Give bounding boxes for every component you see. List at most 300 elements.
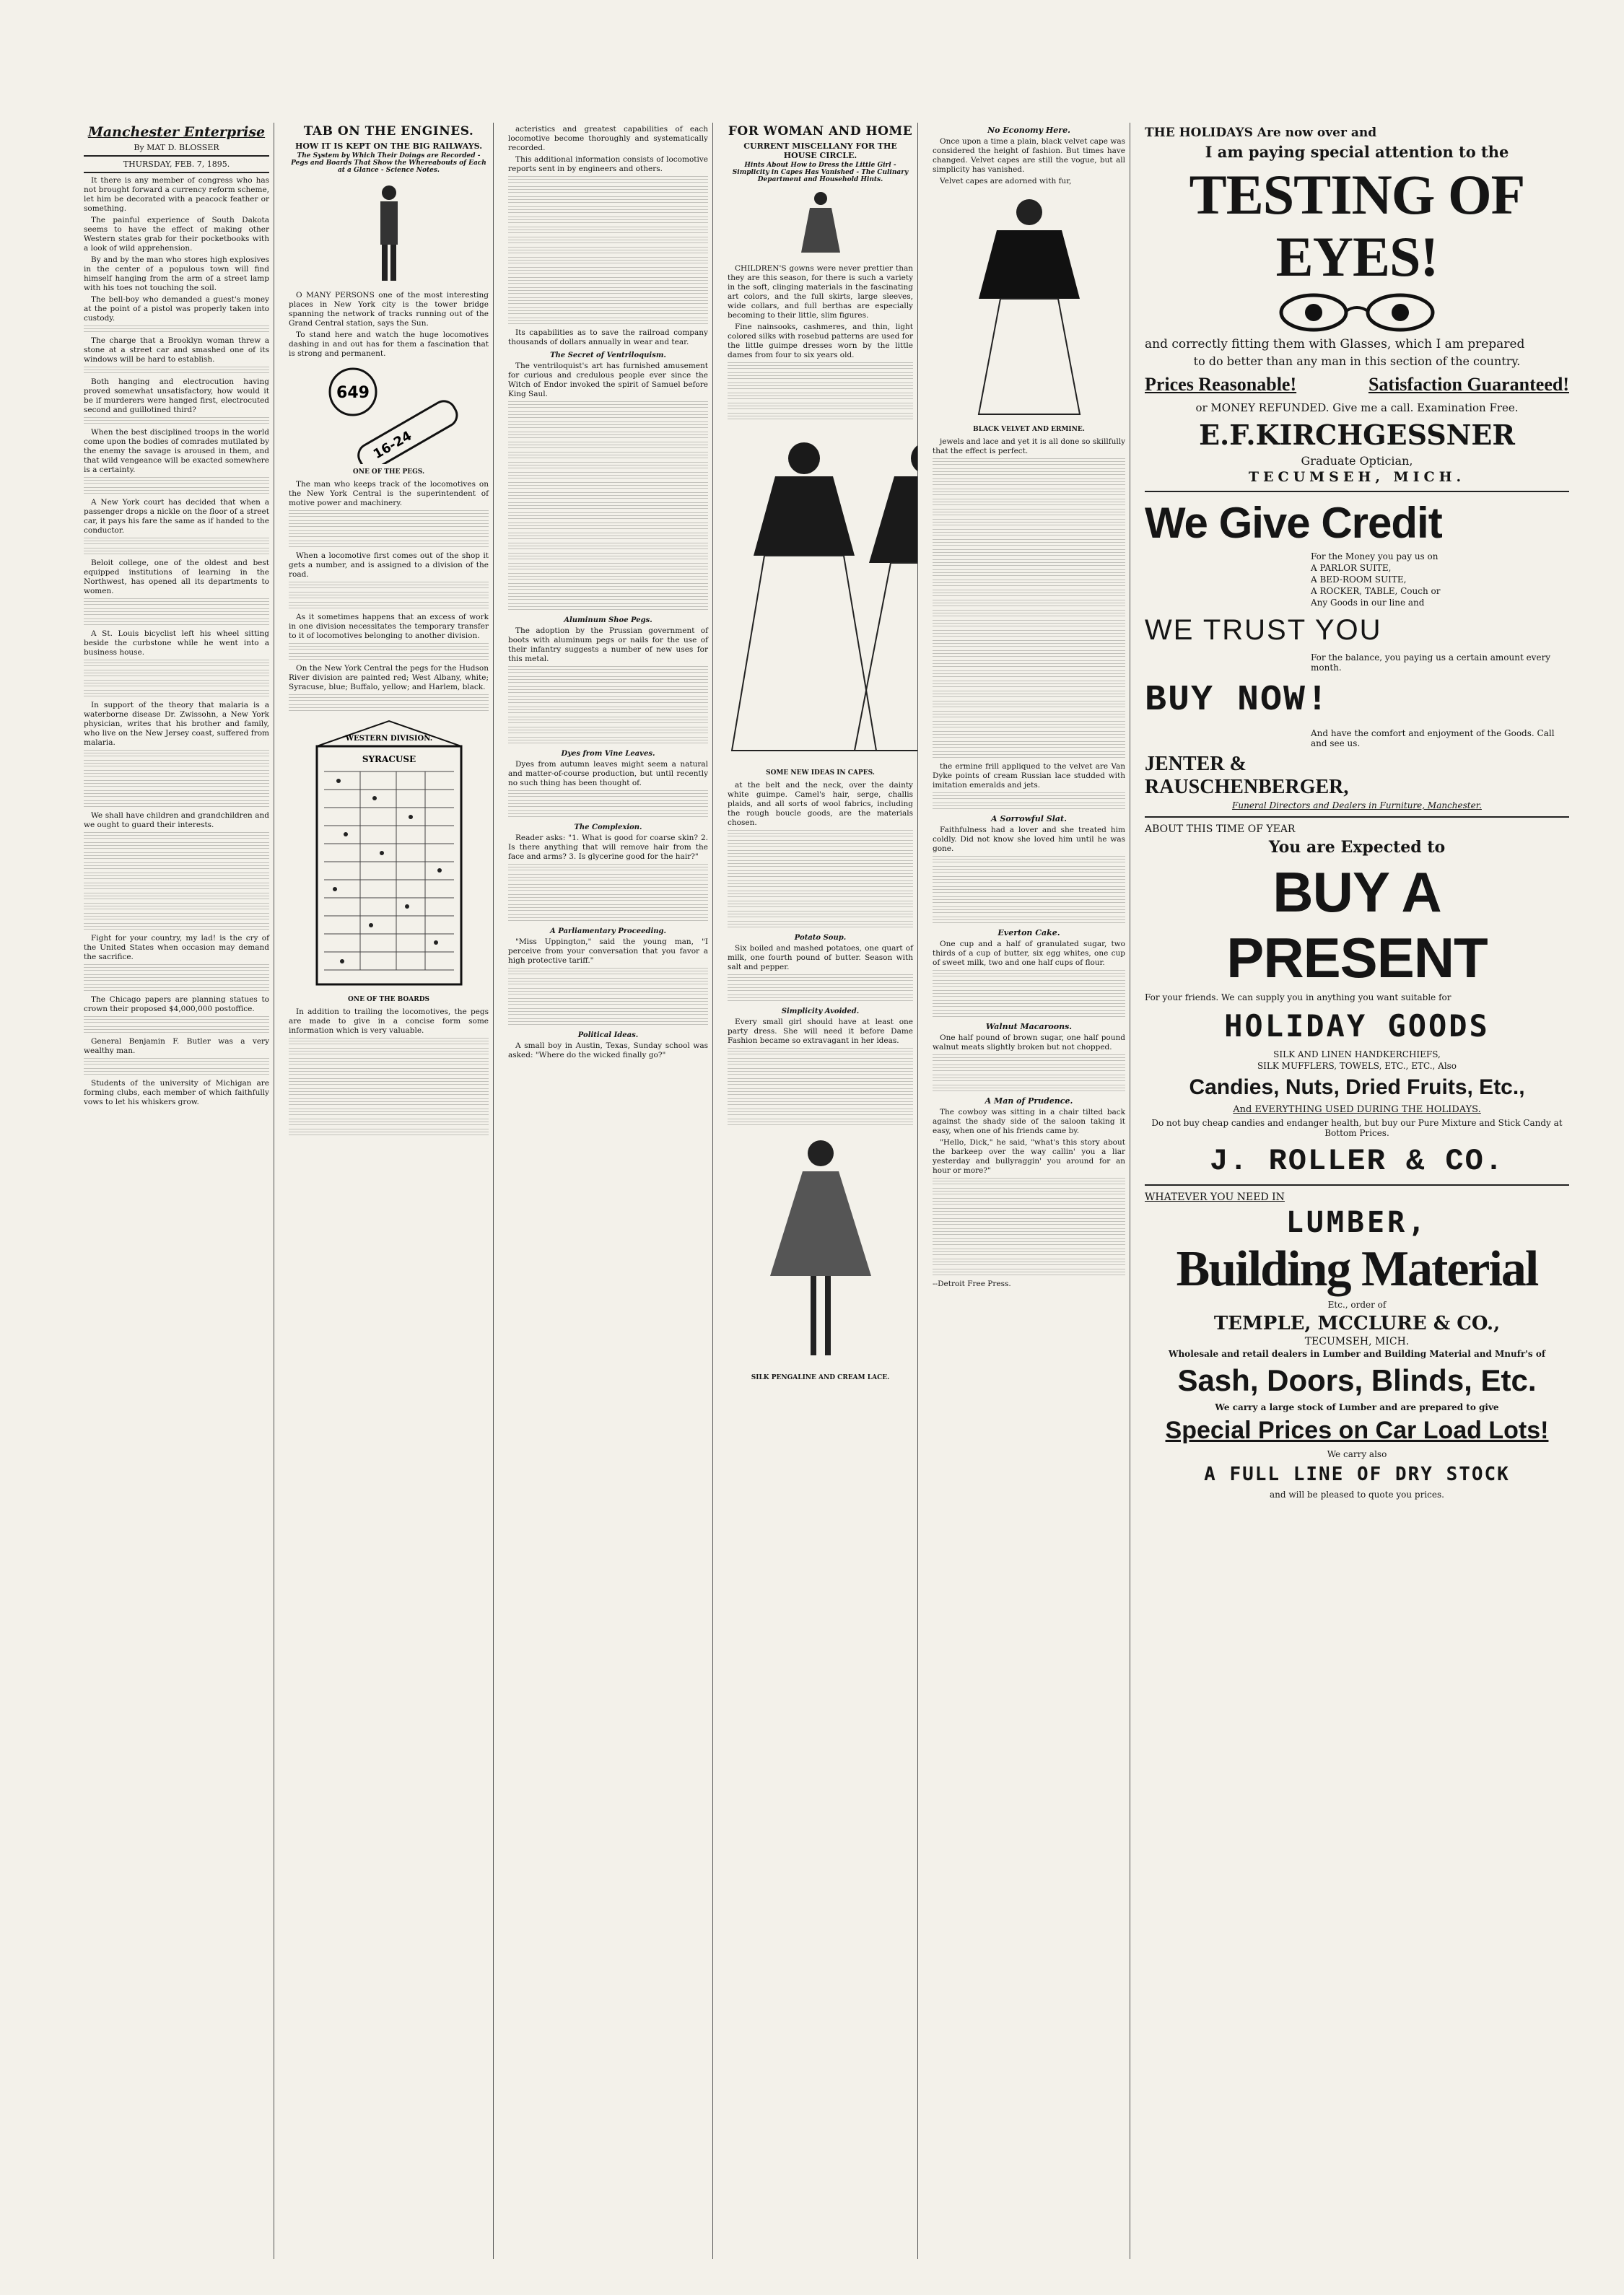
text-lines xyxy=(933,711,1125,720)
text-lines xyxy=(84,750,269,759)
article-para: O MANY PERSONS one of the most interesting places in New York city is the tower bridge spanning the network of tracks running out of the Grand Central station, says the Sun. xyxy=(289,291,489,328)
column-engines xyxy=(284,123,494,2259)
text-lines xyxy=(933,866,1125,875)
text-lines xyxy=(508,287,708,296)
section-heading: A Man of Prudence. xyxy=(985,1096,1073,1106)
text-lines xyxy=(508,277,708,286)
text-lines xyxy=(728,870,913,879)
text-lines xyxy=(508,176,708,185)
column-woman-home xyxy=(723,123,918,2259)
editorial-para: Students of the university of Michigan are forming clubs, each member of which faithfully vows to let his whiskers grow. xyxy=(84,1079,269,1106)
text-lines xyxy=(508,810,708,819)
text-lines xyxy=(728,830,913,839)
text-lines xyxy=(508,533,708,541)
text-lines xyxy=(933,1188,1125,1197)
editorial-para: By and by the man who stores high explosives in the center of a populous town will find himself hanging from the arm of a street lamp with his toes not touching the soil. xyxy=(84,255,269,292)
text-lines xyxy=(84,608,269,617)
text-lines xyxy=(508,472,708,481)
section-heading: No Economy Here. xyxy=(987,126,1070,135)
text-lines xyxy=(84,800,269,809)
text-lines xyxy=(508,237,708,245)
text-lines xyxy=(289,1038,489,1046)
peg-number-top: 649 xyxy=(336,384,370,402)
text-lines xyxy=(933,509,1125,517)
text-lines xyxy=(933,468,1125,477)
article-subtitle: CURRENT MISCELLANY FOR THE HOUSE CIRCLE. xyxy=(743,141,897,160)
text-lines xyxy=(508,318,708,326)
text-lines xyxy=(933,660,1125,669)
text-lines xyxy=(289,643,489,652)
text-lines xyxy=(508,563,708,572)
ad-silk-text: SILK AND LINEN HANDKERCHIEFS, xyxy=(1273,1049,1441,1059)
text-lines xyxy=(84,1058,269,1067)
divider xyxy=(1145,1184,1569,1186)
text-lines xyxy=(508,442,708,450)
divider xyxy=(1145,491,1569,492)
text-lines xyxy=(84,477,269,486)
text-lines xyxy=(508,583,708,592)
text-lines xyxy=(728,413,913,421)
ad-holiday-goods-headline: HOLIDAY GOODS xyxy=(1224,1008,1490,1044)
article-para: at the belt and the neck, over the dainty white guimpe. Camel's hair, serge, challis plaids, and all sorts of wool fabrics, including the rough boucle goods, are the materials chosen. xyxy=(728,781,913,827)
newspaper-page xyxy=(79,123,1581,2259)
text-lines xyxy=(508,217,708,225)
section-heading: A Parliamentary Proceeding. xyxy=(550,927,666,935)
text-lines xyxy=(728,1068,913,1077)
editorial-para: The Chicago papers are planning statues to crown their proposed $4,000,000 postoffice. xyxy=(84,995,269,1013)
ad-balance-text: For the balance, you paying us a certain amount every month. xyxy=(1311,652,1551,673)
article-para: "Miss Uppington," said the young man, "I perceive from your conversation that you favor a high protective tariff." xyxy=(508,937,708,965)
text-lines xyxy=(84,670,269,678)
capes-illustration xyxy=(725,426,918,765)
text-lines xyxy=(84,690,269,699)
text-lines xyxy=(84,417,269,426)
text-lines xyxy=(933,1228,1125,1237)
text-lines xyxy=(289,1078,489,1087)
text-lines xyxy=(933,519,1125,528)
text-lines xyxy=(933,803,1125,811)
editorial-para: A New York court has decided that when a passenger drops a nickle on the floor of a street car, it pays his fare the same as if handed to the conductor. xyxy=(84,498,269,535)
text-lines xyxy=(933,539,1125,548)
column-misc xyxy=(928,123,1130,2259)
text-lines xyxy=(933,559,1125,568)
text-lines xyxy=(508,452,708,460)
text-lines xyxy=(728,1119,913,1127)
text-lines xyxy=(933,980,1125,989)
ad-satisfaction: Satisfaction Guaranteed! xyxy=(1368,374,1569,395)
text-lines xyxy=(933,650,1125,659)
text-lines xyxy=(84,660,269,668)
girl-dress-illustration xyxy=(763,1132,878,1370)
text-lines xyxy=(508,998,708,1007)
capes-caption: SOME NEW IDEAS IN CAPES. xyxy=(766,769,875,777)
article-para: acteristics and greatest capabilities of each locomotive become thoroughly and systematically recorded. xyxy=(508,125,708,152)
editorial-para: We shall have children and grandchildren and we ought to guard their interests. xyxy=(84,811,269,829)
text-lines xyxy=(728,891,913,899)
text-lines xyxy=(508,696,708,705)
section-heading: Potato Soup. xyxy=(794,934,847,942)
text-lines xyxy=(289,1109,489,1117)
text-lines xyxy=(289,1058,489,1067)
text-lines xyxy=(508,717,708,725)
text-lines xyxy=(508,297,708,306)
ad-whatever-text: WHATEVER YOU NEED IN xyxy=(1145,1192,1285,1203)
article-para: This additional information consists of locomotive reports sent in by engineers and others. xyxy=(508,155,708,173)
text-lines xyxy=(289,541,489,549)
section-heading: A Sorrowful Slat. xyxy=(991,814,1067,823)
ad-candy-text: Do not buy cheap candies and endanger health, but buy our Pure Mixture and Stick Candy at Bottom Prices. xyxy=(1151,1118,1563,1138)
article-para: Fine nainsooks, cashmeres, and thin, light colored silks with rosebud patterns are used for the little guimpe dresses worn by the little dames from four to six years old. xyxy=(728,323,913,359)
text-lines xyxy=(728,1078,913,1087)
text-lines xyxy=(84,618,269,627)
ad-tecumseh-location: TECUMSEH, MICH. xyxy=(1248,469,1466,485)
text-lines xyxy=(933,741,1125,750)
text-lines xyxy=(508,411,708,420)
text-lines xyxy=(728,403,913,411)
text-lines xyxy=(289,582,489,590)
text-lines xyxy=(508,874,708,883)
ad-wholesale-text: Wholesale and retail dealers in Lumber and Building Material and Mnufr's of xyxy=(1168,1349,1546,1359)
article-para: One cup and a half of granulated sugar, two thirds of a cup of butter, six egg whites, one cup of sweet milk, two and one half cups of flour. xyxy=(933,940,1125,967)
text-lines xyxy=(289,592,489,600)
board-subtitle: SYRACUSE xyxy=(362,754,416,764)
text-lines xyxy=(84,680,269,688)
editorial-para: The bell-boy who demanded a guest's money at the point of a pistol was properly taken into custody. xyxy=(84,295,269,323)
text-lines xyxy=(933,731,1125,740)
text-lines xyxy=(933,600,1125,608)
ad-carry-text: We carry a large stock of Lumber and are prepared to give xyxy=(1215,1402,1499,1412)
text-lines xyxy=(508,593,708,602)
article-para: To stand here and watch the huge locomotives dashing in and out has for them a fascination that is strong and permanent. xyxy=(289,331,489,358)
cape-caption: BLACK VELVET AND ERMINE. xyxy=(973,426,1085,433)
text-lines xyxy=(508,790,708,799)
editorial-para: It there is any member of congress who has not brought forward a currency reform scheme, let him be decorated with a peacock feather or something. xyxy=(84,176,269,213)
article-credit: --Detroit Free Press. xyxy=(933,1280,1011,1288)
text-lines xyxy=(508,978,708,987)
text-lines xyxy=(84,790,269,799)
ad-pleased-text: and will be pleased to quote you prices. xyxy=(1270,1490,1444,1500)
article-para: On the New York Central the pegs for the Hudson River division are painted red; West Albany, white; Syracuse, blue; Buffalo, yellow; and Harlem, black. xyxy=(289,664,489,691)
child-gown-illustration xyxy=(795,188,846,260)
text-lines xyxy=(84,873,269,881)
text-lines xyxy=(508,914,708,923)
text-lines xyxy=(84,538,269,546)
text-lines xyxy=(508,462,708,471)
text-lines xyxy=(933,856,1125,865)
text-lines xyxy=(508,206,708,215)
article-deck: The System by Which Their Doings are Recorded - Pegs and Boards That Show the Whereabouts of Each at a Glance - Science Notes. xyxy=(291,152,486,174)
text-lines xyxy=(933,499,1125,507)
text-lines xyxy=(289,1129,489,1137)
section-heading: Simplicity Avoided. xyxy=(781,1007,860,1015)
text-lines xyxy=(933,1218,1125,1227)
text-lines xyxy=(508,401,708,410)
editorial-para: When the best disciplined troops in the world come upon the bodies of comrades mutilated by the enemy the savage is aroused in them, and that wild vengeance will be exacted somewhere is a certainty. xyxy=(84,428,269,474)
article-para: Faithfulness had a lover and she treated him coldly. Did not know she loved him until he was gone. xyxy=(933,826,1125,853)
article-para: As it sometimes happens that an excess of work in one division necessitates the temporary transfer to it of locomotives belonging to another division. xyxy=(289,613,489,640)
text-lines xyxy=(933,1000,1125,1009)
ad-etc-text: Etc., order of xyxy=(1327,1300,1387,1310)
text-lines xyxy=(84,862,269,871)
ad-refund-text: or MONEY REFUNDED. Give me a call. Examination Free. xyxy=(1195,401,1519,414)
ad-holidays-text: THE HOLIDAYS Are now over and xyxy=(1145,126,1377,140)
article-para: Reader asks: "1. What is good for coarse skin? 2. Is there anything that will remove hair from the face and arms? 3. Is glycerine good for the hair?" xyxy=(508,834,708,861)
text-lines xyxy=(508,666,708,675)
text-lines xyxy=(508,432,708,440)
text-lines xyxy=(84,325,269,334)
article-para: The cowboy was sitting in a chair tilted back against the shady side of the saloon taking it easy, when one of his friends came by. xyxy=(933,1108,1125,1135)
text-lines xyxy=(508,267,708,276)
article-para: The ventriloquist's art has furnished amusement for curious and credulous people ever since the Witch of Endor invoked the spirit of Samuel before King Saul. xyxy=(508,362,708,398)
text-lines xyxy=(508,482,708,491)
text-lines xyxy=(84,913,269,922)
text-lines xyxy=(84,598,269,607)
text-lines xyxy=(84,903,269,912)
text-lines xyxy=(508,894,708,903)
peg-number-bottom: 16-24 xyxy=(370,428,414,463)
ad-candies-headline: Candies, Nuts, Dried Fruits, Etc., xyxy=(1189,1075,1525,1099)
ad-credit-item: A ROCKER, TABLE, Couch or xyxy=(1311,586,1441,596)
text-lines xyxy=(289,653,489,662)
text-lines xyxy=(84,883,269,891)
text-lines xyxy=(289,510,489,519)
text-lines xyxy=(508,884,708,893)
ad-credit-item: A PARLOR SUITE, xyxy=(1311,563,1392,573)
text-lines xyxy=(728,994,913,1003)
ad-optician-title: Graduate Optician, xyxy=(1301,454,1413,468)
article-para: In addition to trailing the locomotives, the pegs are made to give in a concise form some information which is very valuable. xyxy=(289,1007,489,1035)
text-lines xyxy=(728,840,913,849)
ad-present-headline: BUY A PRESENT xyxy=(1226,860,1488,989)
section-heading: Political Ideas. xyxy=(577,1031,639,1039)
text-lines xyxy=(728,911,913,919)
text-lines xyxy=(933,640,1125,649)
ad-building-headline: Building Material xyxy=(1176,1241,1538,1297)
text-lines xyxy=(933,630,1125,639)
text-lines xyxy=(508,421,708,430)
section-heading: Walnut Macaroons. xyxy=(985,1022,1073,1031)
text-lines xyxy=(84,984,269,993)
text-lines xyxy=(933,478,1125,487)
text-lines xyxy=(933,896,1125,905)
ad-dry-stock-headline: A FULL LINE OF DRY STOCK xyxy=(1204,1464,1510,1485)
text-lines xyxy=(728,901,913,909)
text-lines xyxy=(84,852,269,861)
eyeglasses-icon xyxy=(1263,291,1451,334)
text-lines xyxy=(933,458,1125,467)
article-para: the ermine frill appliqued to the velvet are Van Dyke points of cream Russian lace studded with imitation emeralds and jets. xyxy=(933,762,1125,790)
article-para: Six boiled and mashed potatoes, one quart of milk, one fourth pound of butter. Season with salt and pepper. xyxy=(728,944,913,971)
text-lines xyxy=(508,247,708,255)
text-lines xyxy=(728,382,913,391)
text-lines xyxy=(84,760,269,769)
text-lines xyxy=(933,1054,1125,1063)
ad-about-text: ABOUT THIS TIME OF YEAR xyxy=(1145,823,1296,835)
article-para: Dyes from autumn leaves might seem a natural and matter-of-course production, but until recently no such thing has been thought of. xyxy=(508,760,708,787)
text-lines xyxy=(289,1088,489,1097)
column-engines-continued xyxy=(504,123,713,2259)
text-lines xyxy=(84,1068,269,1077)
text-lines xyxy=(289,530,489,539)
text-lines xyxy=(933,691,1125,699)
text-lines xyxy=(508,727,708,735)
ad-lumber-headline: LUMBER, xyxy=(1285,1206,1428,1239)
text-lines xyxy=(84,487,269,496)
text-lines xyxy=(84,1016,269,1025)
ad-wecarry-text: We carry also xyxy=(1327,1449,1387,1459)
text-lines xyxy=(933,876,1125,885)
text-lines xyxy=(508,492,708,501)
masthead-date: THURSDAY, FEB. 7, 1895. xyxy=(123,159,230,169)
masthead-title: Manchester Enterprise xyxy=(87,124,266,140)
text-lines xyxy=(508,686,708,695)
text-lines xyxy=(84,964,269,973)
text-lines xyxy=(508,988,708,997)
text-lines xyxy=(933,1065,1125,1073)
article-para: jewels and lace and yet it is all done so skillfully that the effect is perfect. xyxy=(933,437,1125,455)
divider xyxy=(84,155,269,157)
text-lines xyxy=(508,186,708,195)
text-lines xyxy=(289,1098,489,1107)
article-title: FOR WOMAN AND HOME xyxy=(728,124,913,139)
text-lines xyxy=(84,367,269,375)
text-lines xyxy=(508,307,708,316)
text-lines xyxy=(728,850,913,859)
ad-jenter-name: JENTER & xyxy=(1145,753,1247,775)
text-lines xyxy=(508,196,708,205)
text-lines xyxy=(933,751,1125,760)
girl-caption: SILK PENGALINE AND CREAM LACE. xyxy=(751,1374,890,1381)
ad-credit-item: For the Money you pay us on xyxy=(1311,551,1439,561)
text-lines xyxy=(933,990,1125,999)
ad-buynow-headline: BUY NOW! xyxy=(1145,680,1330,721)
text-lines xyxy=(933,580,1125,588)
text-lines xyxy=(933,489,1125,497)
ad-temple-name: TEMPLE, MCCLURE & CO., xyxy=(1213,1313,1501,1334)
ad-better-text: to do better than any man in this section of the country. xyxy=(1193,354,1521,368)
text-lines xyxy=(728,1048,913,1057)
text-lines xyxy=(728,1088,913,1097)
ad-comfort-text: And have the comfort and enjoyment of the Goods. Call and see us. xyxy=(1311,728,1555,748)
text-lines xyxy=(933,701,1125,709)
text-lines xyxy=(933,670,1125,679)
text-lines xyxy=(933,1249,1125,1257)
column-advertisements xyxy=(1140,123,1573,2259)
text-lines xyxy=(508,227,708,235)
text-lines xyxy=(933,1075,1125,1083)
editorial-para: Beloit college, one of the oldest and best equipped institutions of learning in the Northwest, has opened all its departments to women. xyxy=(84,559,269,595)
editorial-para: A St. Louis bicyclist left his wheel sitting beside the curbstone while he went into a business house. xyxy=(84,629,269,657)
ad-testing-headline: TESTING OF EYES! xyxy=(1189,163,1525,288)
text-lines xyxy=(933,886,1125,895)
board-title: WESTERN DIVISION. xyxy=(345,735,432,743)
article-para: The adoption by the Prussian government of boots with aluminum pegs or nails for the use of their infantry suggests a number of new uses for this metal. xyxy=(508,626,708,663)
text-lines xyxy=(933,569,1125,578)
peg-illustration xyxy=(310,363,468,464)
article-para: One half pound of brown sugar, one half pound walnut meats slightly broken but not chopped. xyxy=(933,1033,1125,1052)
text-lines xyxy=(728,984,913,993)
divider xyxy=(1145,816,1569,818)
text-lines xyxy=(933,681,1125,689)
text-lines xyxy=(289,694,489,703)
ad-everything-text: And EVERYTHING USED DURING THE HOLIDAYS. xyxy=(1233,1104,1481,1115)
editorial-para: In support of the theory that malaria is a waterborne disease Dr. Zwissohn, a New York physician, writes that his brother and family, who live on the New Jersey coast, suffered from malaria. xyxy=(84,701,269,747)
text-lines xyxy=(84,770,269,779)
text-lines xyxy=(933,529,1125,538)
article-subtitle: HOW IT IS KEPT ON THE BIG RAILWAYS. xyxy=(294,141,483,151)
board-caption: ONE OF THE BOARDS xyxy=(348,996,429,1003)
ad-prices-row xyxy=(1145,374,1569,395)
text-lines xyxy=(728,393,913,401)
velvet-cape-illustration xyxy=(972,191,1087,421)
text-lines xyxy=(933,917,1125,925)
ad-credit-item: Any Goods in our line and xyxy=(1311,598,1425,608)
text-lines xyxy=(84,974,269,983)
text-lines xyxy=(508,512,708,521)
text-lines xyxy=(84,832,269,841)
text-lines xyxy=(508,573,708,582)
text-lines xyxy=(933,906,1125,915)
text-lines xyxy=(508,864,708,873)
ad-tecumseh-location: TECUMSEH, MICH. xyxy=(1304,1336,1410,1347)
text-lines xyxy=(84,780,269,789)
text-lines xyxy=(728,921,913,930)
text-lines xyxy=(84,1026,269,1035)
ad-prices-reasonable: Prices Reasonable! xyxy=(1145,374,1297,395)
text-lines xyxy=(508,904,708,913)
ad-special-headline: Special Prices on Car Load Lots! xyxy=(1165,1417,1549,1444)
text-lines xyxy=(508,502,708,511)
text-lines xyxy=(84,842,269,851)
text-lines xyxy=(728,362,913,371)
article-para: CHILDREN'S gowns were never prettier than they are this season, for there is such a variety in the soft, clinging materials in the fascinating art colors, and the full skirts, large sleeves, wide collars, and full berthas are especially becoming to their little, slim figures. xyxy=(728,264,913,320)
text-lines xyxy=(933,620,1125,629)
text-lines xyxy=(508,543,708,551)
text-lines xyxy=(933,1198,1125,1207)
section-heading: Everton Cake. xyxy=(997,928,1060,937)
text-lines xyxy=(933,1238,1125,1247)
text-lines xyxy=(84,923,269,932)
text-lines xyxy=(84,893,269,901)
text-lines xyxy=(508,800,708,809)
text-lines xyxy=(289,704,489,713)
text-lines xyxy=(933,1269,1125,1277)
text-lines xyxy=(728,860,913,869)
editorial-para: The charge that a Brooklyn woman threw a stone at a street car and smashed one of its windows will be hard to establish. xyxy=(84,336,269,364)
ad-trust-headline: WE TRUST YOU xyxy=(1145,614,1382,646)
ad-credit-headline: We Give Credit xyxy=(1145,499,1442,547)
text-lines xyxy=(933,1085,1125,1093)
text-lines xyxy=(728,1098,913,1107)
text-lines xyxy=(508,1008,708,1017)
ad-credit-item: A BED-ROOM SUITE, xyxy=(1311,574,1407,585)
ad-forfriends-text: For your friends. We can supply you in anything you want suitable for xyxy=(1145,992,1451,1002)
article-deck: Hints About How to Dress the Little Girl - Simplicity in Capes Has Vanished - The Culinary Department and Household Hints. xyxy=(732,162,909,183)
text-lines xyxy=(508,603,708,612)
ad-sash-headline: Sash, Doors, Blinds, Etc. xyxy=(1177,1363,1537,1397)
article-para: When a locomotive first comes out of the shop it gets a number, and is assigned to a division of the road. xyxy=(289,551,489,579)
article-para: Every small girl should have at least one party dress. She will need it before Dame Fashion became so extravagant in her ideas. xyxy=(728,1018,913,1045)
article-title: TAB ON THE ENGINES. xyxy=(303,124,474,139)
ad-fitting-text: and correctly fitting them with Glasses, which I am prepared xyxy=(1145,337,1525,351)
text-lines xyxy=(933,1010,1125,1019)
text-lines xyxy=(933,1259,1125,1267)
text-lines xyxy=(728,880,913,889)
railway-man-illustration xyxy=(360,178,418,287)
text-lines xyxy=(508,1018,708,1027)
ad-expected-text: You are Expected to xyxy=(1268,838,1446,857)
text-lines xyxy=(508,707,708,715)
